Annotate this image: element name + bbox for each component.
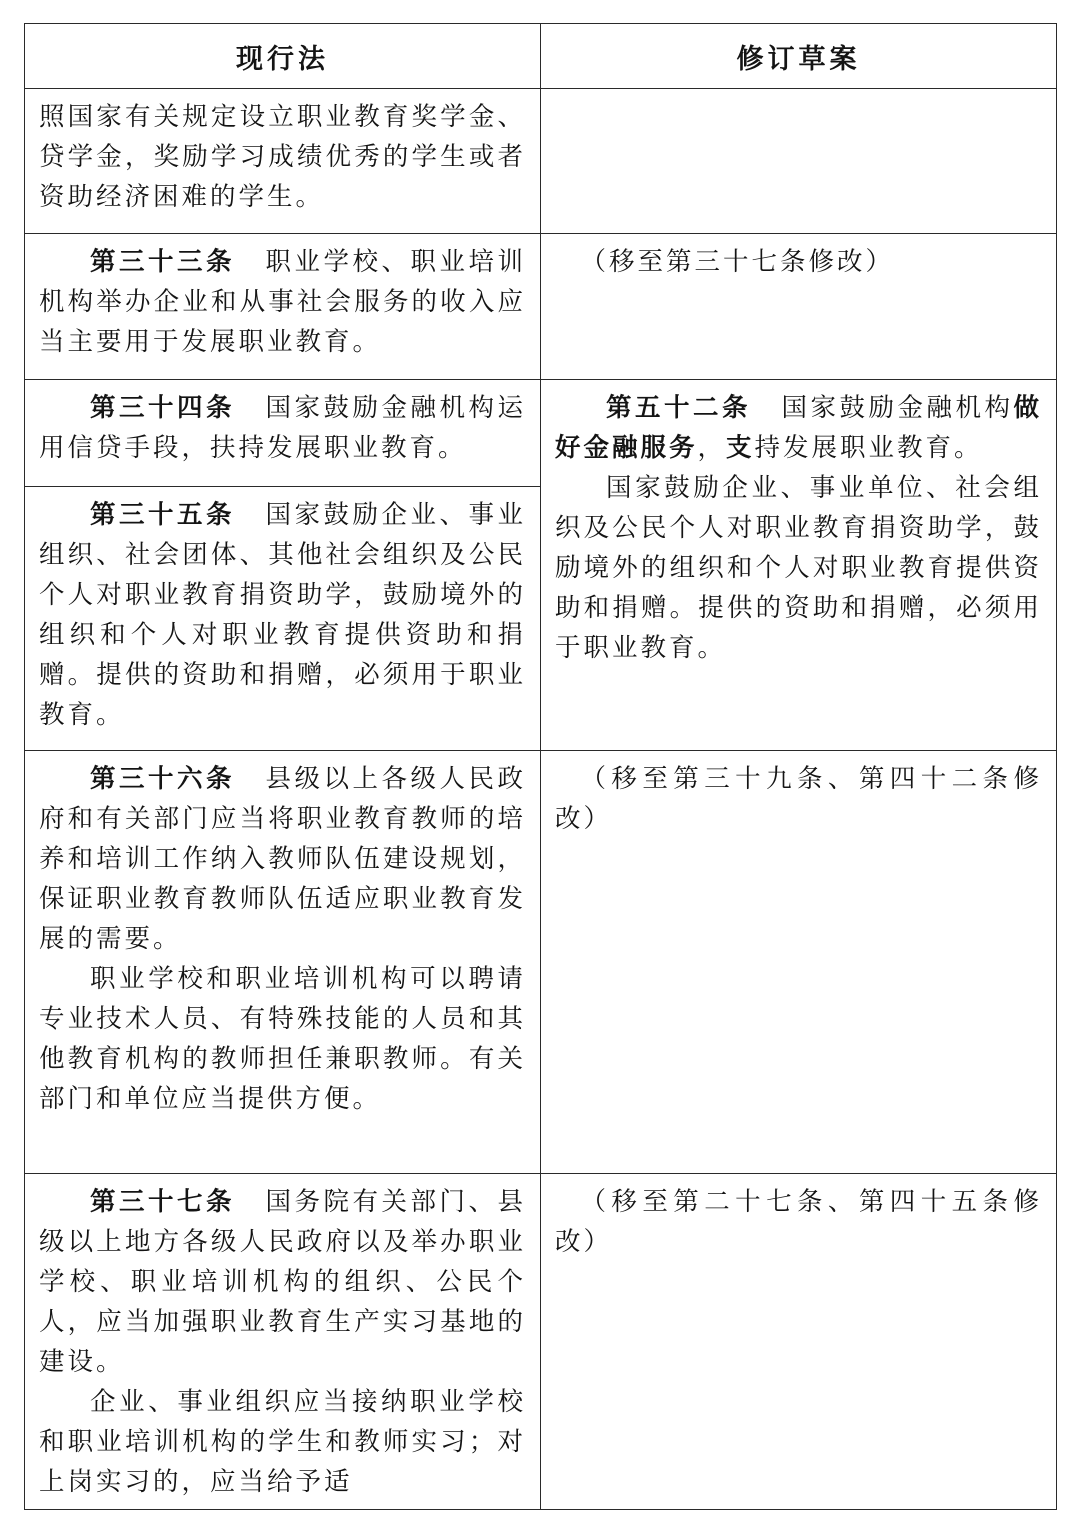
current-law-cell	[25, 1174, 541, 1510]
article-text: 县级以上各级人民政府和有关部门应当将职业教育教师的培养和培训工作纳入教师队伍建设规划，保证职业教育教师队伍适应职业教育发展的需要。	[39, 764, 526, 954]
relocation-note: （移至第三十七条修改）	[580, 247, 895, 277]
relocation-note: （移至第二十七条、第四十五条修改）	[555, 1187, 1042, 1257]
comparison-table	[24, 23, 1057, 1510]
article-paragraph: 职业学校和职业培训机构可以聘请专业技术人员、有特殊技能的人员和其他教育机构的教师担任兼职教师。有关部门和单位应当提供方便。	[39, 964, 526, 1114]
article-text: 国家鼓励金融机	[780, 393, 985, 423]
emphasized-text: 支	[726, 433, 755, 463]
current-law-cell	[25, 234, 541, 380]
current-law-cell	[25, 380, 541, 487]
article-text: 国家鼓励金融机构运用信贷手段，扶持发展职业教育。	[39, 393, 526, 463]
article-number: 第三十七条	[90, 1187, 235, 1217]
revised-draft-cell	[541, 751, 1057, 1174]
article-number: 第五十二条	[606, 393, 751, 423]
article-text: 职业学校、职业培训机构举办企业和从事社会服务的收入应当主要用于发展职业教育。	[39, 247, 526, 357]
article-paragraph: 国家鼓励企业、事业单位、社会组织及公民个人对职业教育捐资助学，鼓励境外的组织和个人对职业教育提供资助和捐赠。提供的资助和捐赠，必须用于职业教育。	[555, 473, 1042, 663]
current-law-cell	[25, 487, 541, 751]
article-text: ，	[697, 433, 727, 463]
revised-draft-cell	[541, 234, 1057, 380]
revised-draft-cell	[541, 380, 1057, 751]
relocation-note: （移至第三十九条、第四十二条修改）	[555, 764, 1042, 834]
article-number: 第三十四条	[90, 393, 235, 423]
revised-draft-cell	[541, 89, 1057, 234]
emphasized-text: 做好金融服务	[555, 393, 1042, 463]
article-text: 国务院有关部门、县级以上地方各级人民政府以及举办职业学校、职业培训机构的组织、公民个人，应当加强职业教育生产实习基地的建设。	[39, 1187, 526, 1377]
table-row	[25, 751, 1057, 1174]
table-row	[25, 1174, 1057, 1510]
current-law-cell	[25, 751, 541, 1174]
table-row	[25, 89, 1057, 234]
header-revised-draft: 修订草案	[541, 24, 1057, 89]
article-text: 国家鼓励企业、事业组织、社会团体、其他社会组织及公民个人对职业教育捐资助学，鼓励境外的组织和个人对职业教育提供资助和捐赠。提供的资助和捐赠，必须用于职业教育。	[39, 500, 526, 730]
article-number: 第三十六条	[90, 764, 235, 794]
article-paragraph: 企业、事业组织应当接纳职业学校和职业培训机构的学生和教师实习；对上岗实习的，应当给予适	[39, 1387, 526, 1497]
table-row	[25, 234, 1057, 380]
header-current-law: 现行法	[25, 24, 541, 89]
article-text: 照国家有关规定设立职业教育奖学金、贷学金，奖励学习成绩优秀的学生或者资助经济困难的学生。	[39, 102, 526, 212]
header-row	[25, 24, 1057, 89]
table-row	[25, 380, 1057, 487]
revised-draft-cell	[541, 1174, 1057, 1510]
article-number: 第三十三条	[90, 247, 235, 277]
current-law-cell	[25, 89, 541, 234]
article-number: 第三十五条	[90, 500, 235, 530]
article-text: 持发展职业教育。	[754, 433, 983, 463]
article-text: 构	[984, 393, 1014, 423]
